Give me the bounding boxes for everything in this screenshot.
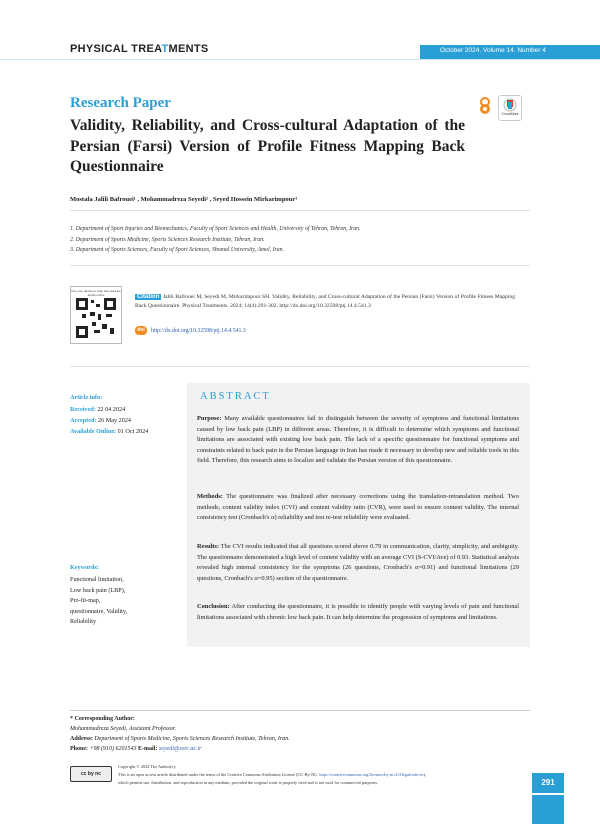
accepted-date: Accepted: 26 May 2024 xyxy=(70,417,132,424)
online-date: Available Online: 01 Oct 2024 xyxy=(70,428,149,435)
divider xyxy=(70,210,530,211)
citation-text xyxy=(135,293,515,310)
qr-icon xyxy=(76,298,116,338)
abstract-conclusion: Conclusion: After conducting the questionnaire, it is possible to identify people with varying levels of pain and functional limitations associated with chronic low back pain. It can help determine the progression of symptoms and limitations. xyxy=(197,603,520,621)
cc-license-icon[interactable]: cc by nc xyxy=(70,766,112,782)
divider xyxy=(70,710,530,711)
corresponding-address: Address: Department of Sports Medicine, Sports Sciences Research Institute, Tehran, Iran. xyxy=(70,736,290,742)
page-number: 291 xyxy=(532,773,564,793)
article-title: Validity, Reliability, and Cross-cultural Adaptation of the Persian (Farsi) Version of Profile Fitness Mapping Back Questionnaire xyxy=(70,117,465,175)
issue-info: October 2024. Volume 14. Number 4 xyxy=(440,47,546,54)
keywords-list xyxy=(70,575,150,628)
license-text: This is an open access article distributed under the terms of the Creative Commons Attribution License (CC-By-NC: https://creativecommons.org/licenses/by-nc/4.0/legalcode.en), xyxy=(118,772,426,777)
abstract-results: Results: The CVI results indicated that all questions scored above 0.79 in communication, clarity, simplicity, and ambiguity. The questionnaire demonstrated a high level of content validity with an average CVI (S-CVI/Ave) of 0.93. Statistical analysis revealed high internal consistency for the symptoms (26 questions, Cronbach's α=0.91) and functional limitations (29 questions, Cronbach's α=0.95) section of the questionnaire. xyxy=(197,543,519,582)
open-access-icon xyxy=(478,97,492,115)
page-number-strip xyxy=(532,795,564,824)
qr-code[interactable] xyxy=(70,286,122,344)
keyword: Reliability xyxy=(70,618,97,626)
keyword: Pro-fit-map, xyxy=(70,597,101,605)
keywords-title: Keywords: xyxy=(70,564,99,571)
crossmark-label: CrossMark xyxy=(501,112,519,116)
received-date: Received: 22 04 2024 xyxy=(70,406,126,413)
doi-link[interactable]: http://dx.doi.org/10.32598/ptj.14.4.541.3 xyxy=(151,328,246,334)
corresponding-name: Mohammadreza Seyedi, Assistant Professor. xyxy=(70,726,176,732)
author-list: Mostafa Jalili Bafrouei¹ , Mohammadreza Seyedi² , Seyed Hossein Mirkarimpour³ xyxy=(70,196,298,203)
corresponding-contact: Phone: +98 (910) 6201543 E-mail: seyedi@ssrc.ac.ir xyxy=(70,746,202,752)
citation-body: Jalili Bafrouei M, Seyedi M, Mirkarimpour SH. Validity, Reliability, and Cross-cultural Adaptation of the Persian (Farsi) Version of Profile Fitness Mapping Back Questionnaire. Physical Treatments. 2024; 14(4):291-302. http://dx.doi.org/10.32598/ptj.14.4.541.3 xyxy=(135,294,516,309)
doi-icon: doi xyxy=(135,326,147,335)
citation-label: Citation xyxy=(137,294,160,300)
abstract-title: ABSTRACT xyxy=(200,391,271,402)
abstract-methods: Methods: The questionnaire was finalized after necessary corrections using the translation-retranslation method. Two methods, content validity index (CVI) and content validity ratio (CVR), were used to ensure content validity. The internal consistency test (Cronbach's α) reliability and test re-test reliability were evaluated. xyxy=(197,493,519,522)
divider xyxy=(70,366,530,367)
keyword: Functional limitation, xyxy=(70,576,124,583)
affiliation-1: 1. Department of Sport Injuries and Biomechanics, Faculty of Sport Sciences and Health, University of Tehran, Tehran, Iran. xyxy=(70,226,361,232)
keyword: questionnaire, Validity, xyxy=(70,607,128,615)
crossmark-badge[interactable] xyxy=(498,95,522,121)
journal-name: PHYSICAL TREATMENTS xyxy=(70,43,209,55)
corresponding-title: * Corresponding Author: xyxy=(70,716,135,722)
email-link[interactable]: seyedi@ssrc.ac.ir xyxy=(158,746,202,752)
affiliation-2: 2. Department of Sports Medicine, Sports Sciences Research Institute, Tehran, Iran. xyxy=(70,237,265,243)
keyword: Low back pain (LBP), xyxy=(70,586,126,594)
crossmark-icon xyxy=(503,98,517,112)
affiliation-3: 3. Department of Sports Sciences, Faculty of Sport Sciences, Shomal University, Amol, Iran. xyxy=(70,247,285,253)
abstract-purpose: Purpose: Many available questionnaires fail to distinguish between the severity of symptoms and functional limitations caused by low back pain (LBP) in different areas. Therefore, it is difficult to determine which symptoms and functional limitations are associated with existing low back pain. The lack of a specific questionnaire for functional symptoms and constraints related to back pain in the Persian language in Iran has made it necessary to develop new and reliable tools in this field. Therefore, this research aims to localize and validate the Persian version of this questionnaire. xyxy=(197,415,519,465)
qr-caption: Use your device to scan and read the article online xyxy=(71,289,121,297)
license-link[interactable]: https://creativecommons.org/licenses/by-nc/4.0/legalcode.en xyxy=(319,772,424,777)
section-label: Research Paper xyxy=(70,95,171,111)
header-divider xyxy=(0,59,600,60)
license-terms: which permits use, distribution, and reproduction in any medium, provided the original work is properly cited and is not used for commercial purposes. xyxy=(118,780,379,785)
article-info-title: Article info: xyxy=(70,394,103,401)
copyright-text: Copyright © 2024 The Author(s); xyxy=(118,764,176,769)
divider xyxy=(70,265,530,266)
